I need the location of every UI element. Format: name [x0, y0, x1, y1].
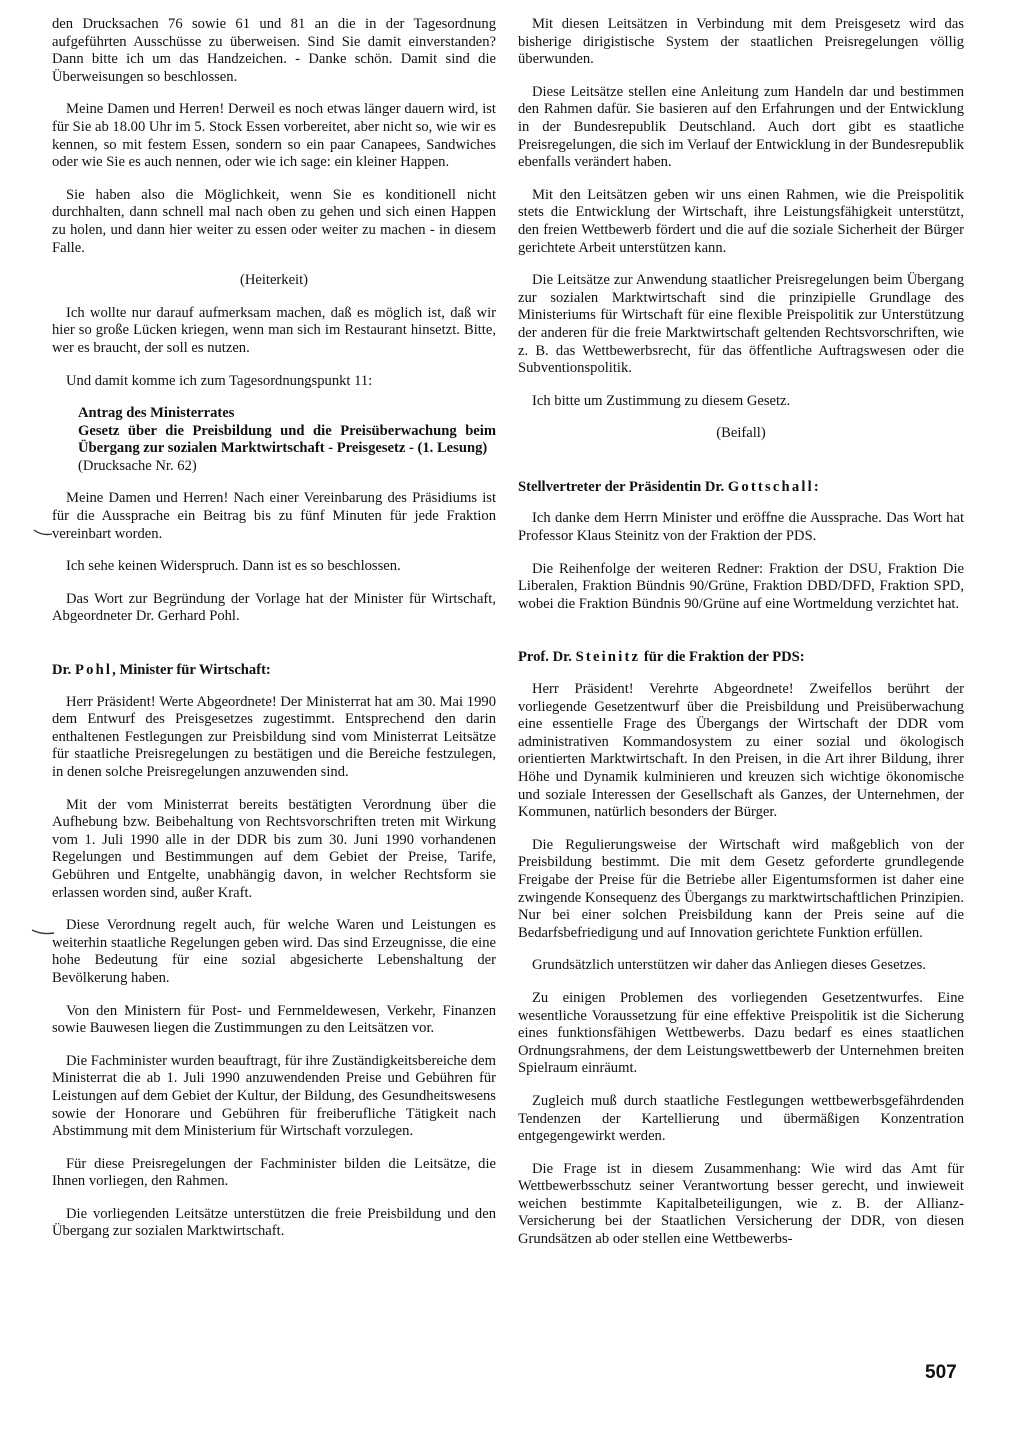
speaker-title: Stellvertreter der Präsidentin Dr.: [518, 478, 725, 495]
agenda-item: [78, 405, 496, 475]
paragraph: Herr Präsident! Werte Abgeordnete! Der Ministerrat hat am 30. Mai 1990 dem Entwurf des Preisgesetzes zugestimmt. Entsprechend den darin enthaltenen Festlegungen zur Preisbildung sind vom Ministerrat Leitsätze für staatliche Preisregelungen zu bestätigen und die Bereiche festzulegen, in denen solche Preisregelungen anzuwenden sind.: [52, 693, 496, 780]
page-number: 507: [925, 1362, 957, 1383]
paragraph: Zu einigen Problemen des vorliegenden Gesetzentwurfes. Eine wesentliche Voraussetzung für eine effektive Preispolitik ist die Sicherung eines funktionsfähigen Wettbewerbs. Dazu bedarf es eines staatlichen Ordnungsrahmens, der dem Leistungswettbewerb der Unternehmen breiten Spielraum einräumt.: [518, 989, 964, 1077]
speaker-heading-steinitz: [518, 649, 964, 667]
paragraph: Herr Präsident! Verehrte Abgeordnete! Zweifellos berührt der vorliegende Gesetzentwurf über die Preisbildung und Preisüberwachung eine essentielle Frage des Übergangs der Wirtschaft der DDR vom administrativen Kommandosystem zu einer sozial und ökologisch orientierten Marktwirtschaft. In den Preisen, in die Art ihrer Bildung, ihrer Höhe und Dynamik kulminieren und kreuzen sich wichtige ökonomische und soziale Interessen der Gesellschaft als Ganzes, der Unternehmen, der Kommunen, natürlich besonders der Bürger.: [518, 681, 964, 821]
paragraph: den Drucksachen 76 sowie 61 und 81 an die in der Tagesordnung aufgeführten Ausschüsse zu überweisen. Sind Sie damit einverstanden? Dann bitte ich um das Handzeichen. - Danke schön. Damit sind die Überweisungen so beschlossen.: [52, 16, 496, 85]
paragraph: Ich wollte nur darauf aufmerksam machen, daß es möglich ist, daß wir hier so große Lücken kriegen, wenn man sich im Restaurant hinsetzt. Bitte, wer es braucht, der soll es nutzen.: [52, 304, 496, 356]
paragraph: Sie haben also die Möglichkeit, wenn Sie es konditionell nicht durchhalten, dann schnell mal nach oben zu gehen und sich einen Happen zu holen, und dann hier weiter zu essen oder weiter zu machen - in diesem Falle.: [52, 186, 496, 256]
paragraph: Zugleich muß durch staatliche Festlegungen wettbewerbsgefährdenden Tendenzen der Kartellierung und übermäßigen Konzentration entgegengewirkt werden.: [518, 1092, 964, 1145]
speaker-heading-pohl: [52, 662, 496, 680]
margin-pencil-mark: [30, 924, 56, 942]
right-column: [518, 16, 964, 1264]
paragraph: Und damit komme ich zum Tagesordnungspunkt 11:: [66, 372, 373, 389]
speaker-title: Prof. Dr.: [518, 649, 572, 666]
speaker-name: Pohl: [74, 662, 113, 679]
paragraph: Meine Damen und Herren! Derweil es noch etwas länger dauern wird, ist für Sie ab 18.00 Uhr im 5. Stock Essen vorbereitet, aber nicht so, wie wir es kennen, so mit festem Essen, sondern so ein paar Canapees, Sandwiches oder wie Sie es auch nennen, oder wie ich sage: ein kleiner Happen.: [52, 101, 496, 171]
left-column: [52, 16, 496, 1256]
paragraph: Die Leitsätze zur Anwendung staatlicher Preisregelungen beim Übergang zur sozialen Marktwirtschaft sind die prinzipielle Grundlage des Ministeriums für Wirtschaft für eine flexible Preispolitik zur Unterstützung der anderen für die freie Marktwirtschaft geltenden Rechtsvorschriften, wie z. B. das Wettbewerbsrecht, für das öffentliche Auftragswesen oder die Subventionspolitik.: [518, 272, 964, 377]
margin-pencil-mark: [32, 522, 56, 544]
paragraph: Meine Damen und Herren! Nach einer Vereinbarung des Präsidiums ist für die Aussprache ein Beitrag bis zu fünf Minuten für jede Fraktion vereinbart worden.: [52, 490, 496, 542]
paragraph: Die vorliegenden Leitsätze unterstützen die freie Preisbildung und den Übergang zur sozialen Marktwirtschaft.: [52, 1205, 496, 1240]
paragraph: Die Fachminister wurden beauftragt, für ihre Zuständigkeitsbereiche dem Ministerrat die ab 1. Juli 1990 anzuwendenden Preise und Gebühren für Leistungen auf dem Gebiet der Kultur, der Bildung, des Gesundheitswesens sowie der Honorare und Gebühren für freiberufliche Tätigkeit nach Abstimmung mit dem Ministerium für Wirtschaft vorzulegen.: [52, 1052, 496, 1140]
speaker-title: Dr.: [52, 662, 72, 679]
paragraph: Ich sehe keinen Widerspruch. Dann ist es so beschlossen.: [66, 558, 401, 575]
paragraph: Die Regulierungsweise der Wirtschaft wird maßgeblich von der Preisbildung bestimmt. Die mit dem Gesetz geforderte grundlegende Freigabe der Preise für die Betriebe aller Eigentumsformen ist daher eine zwingende Konsequenz des Übergangs zu marktwirtschaftlichen Prinzipien. Nur bei einer solchen Preisbildung kann der Preis seine auf die Bedarfsbefriedigung und auf Innovation gerichtete Funktion erfüllen.: [518, 836, 964, 941]
paragraph: Ich bitte um Zustimmung zu diesem Gesetz.: [532, 392, 791, 409]
paragraph: Ich danke dem Herrn Minister und eröffne die Aussprache. Das Wort hat Professor Klaus Steinitz von der Fraktion der PDS.: [518, 510, 964, 545]
speaker-role: , Minister für Wirtschaft:: [112, 662, 271, 679]
paragraph: Mit diesen Leitsätzen in Verbindung mit dem Preisgesetz wird das bisherige dirigistische System der staatlichen Preisregelungen völlig überwunden.: [518, 16, 964, 68]
agenda-document-ref: (Drucksache Nr. 62): [78, 457, 197, 474]
paragraph: Grundsätzlich unterstützen wir daher das Anliegen dieses Gesetzes.: [532, 957, 926, 974]
agenda-title: Antrag des Ministerrates: [78, 405, 235, 422]
paragraph: Das Wort zur Begründung der Vorlage hat der Minister für Wirtschaft, Abgeordneter Dr. Gerhard Pohl.: [52, 590, 496, 625]
paragraph: Mit der vom Ministerrat bereits bestätigten Verordnung über die Aufhebung bzw. Beibehaltung von Rechtsvorschriften treten mit Wirkung vom 1. Juli 1990 alle in der DDR bis zum 30. Juni 1990 vorhandenen Regelungen und Bestimmungen auf dem Gebiet der Preise, Tarife, Gebühren und Entgelte, unabhängig davon, in welcher Rechtsform sie erlassen worden sind, außer Kraft.: [52, 796, 496, 901]
agenda-law-title: Gesetz über die Preisbildung und die Preisüberwachung beim Übergang zur sozialen Marktwirtschaft - Preisgesetz - (1. Lesung): [78, 422, 496, 457]
paragraph: Für diese Preisregelungen der Fachminister bilden die Leitsätze, die Ihnen vorliegen, den Rahmen.: [52, 1155, 496, 1190]
speaker-role: für die Fraktion der PDS:: [643, 649, 805, 666]
interjection: (Heiterkeit): [239, 272, 309, 289]
speaker-name: Gottschall: [727, 478, 814, 495]
paragraph: Die Reihenfolge der weiteren Redner: Fraktion der DSU, Fraktion Die Liberalen, Fraktion Bündnis 90/Grüne, Fraktion DBD/DFD, Fraktion SPD, wobei die Fraktion Bündnis 90/Grüne auf eine Wortmeldung verzichtet hat.: [518, 560, 964, 612]
paragraph: Mit den Leitsätzen geben wir uns einen Rahmen, wie die Preispolitik stets die Entwicklung der Wirtschaft, ihre Leistungsfähigkeit unterstützt, den freien Wettbewerb fördert und die auf die soziale Sicherheit der Bürger gerichtete Arbeit unterstützen kann.: [518, 186, 964, 256]
speaker-heading-gottschall: [518, 479, 964, 497]
speaker-role: :: [813, 478, 819, 495]
paragraph: Von den Ministern für Post- und Fernmeldewesen, Verkehr, Finanzen sowie Bauwesen liegen die Zustimmungen zu den Leitsätzen vor.: [52, 1002, 496, 1037]
paragraph: Diese Leitsätze stellen eine Anleitung zum Handeln dar und bestimmen den Rahmen dafür. Sie basieren auf den Erfahrungen und der Entwicklung in der Bundesrepublik Deutschland. Auch dort gibt es staatliche Preisregelungen, die sich im Verlauf der Entwicklung in der Bundesrepublik ebenfalls verändert haben.: [518, 83, 964, 171]
interjection: (Beifall): [716, 425, 766, 442]
speaker-name: Steinitz: [575, 649, 641, 666]
paragraph: Diese Verordnung regelt auch, für welche Waren und Leistungen es weiterhin staatliche Regelungen geben wird. Das sind Erzeugnisse, die eine hohe Bedeutung für eine sozial abgesicherte Lebenshaltung der Bevölkerung haben.: [52, 917, 496, 986]
paragraph: Die Frage ist in diesem Zusammenhang: Wie wird das Amt für Wettbewerbsschutz seiner Verantwortung besser gerecht, und inwieweit weichen bestimmte Kapitalbeteiligungen, wie z. B. der Allianz-Versicherung bei der Staatlichen Versicherung der DDR, von diesen Grundsätzen ab oder stellen eine Wettbewerbs-: [518, 1160, 964, 1248]
